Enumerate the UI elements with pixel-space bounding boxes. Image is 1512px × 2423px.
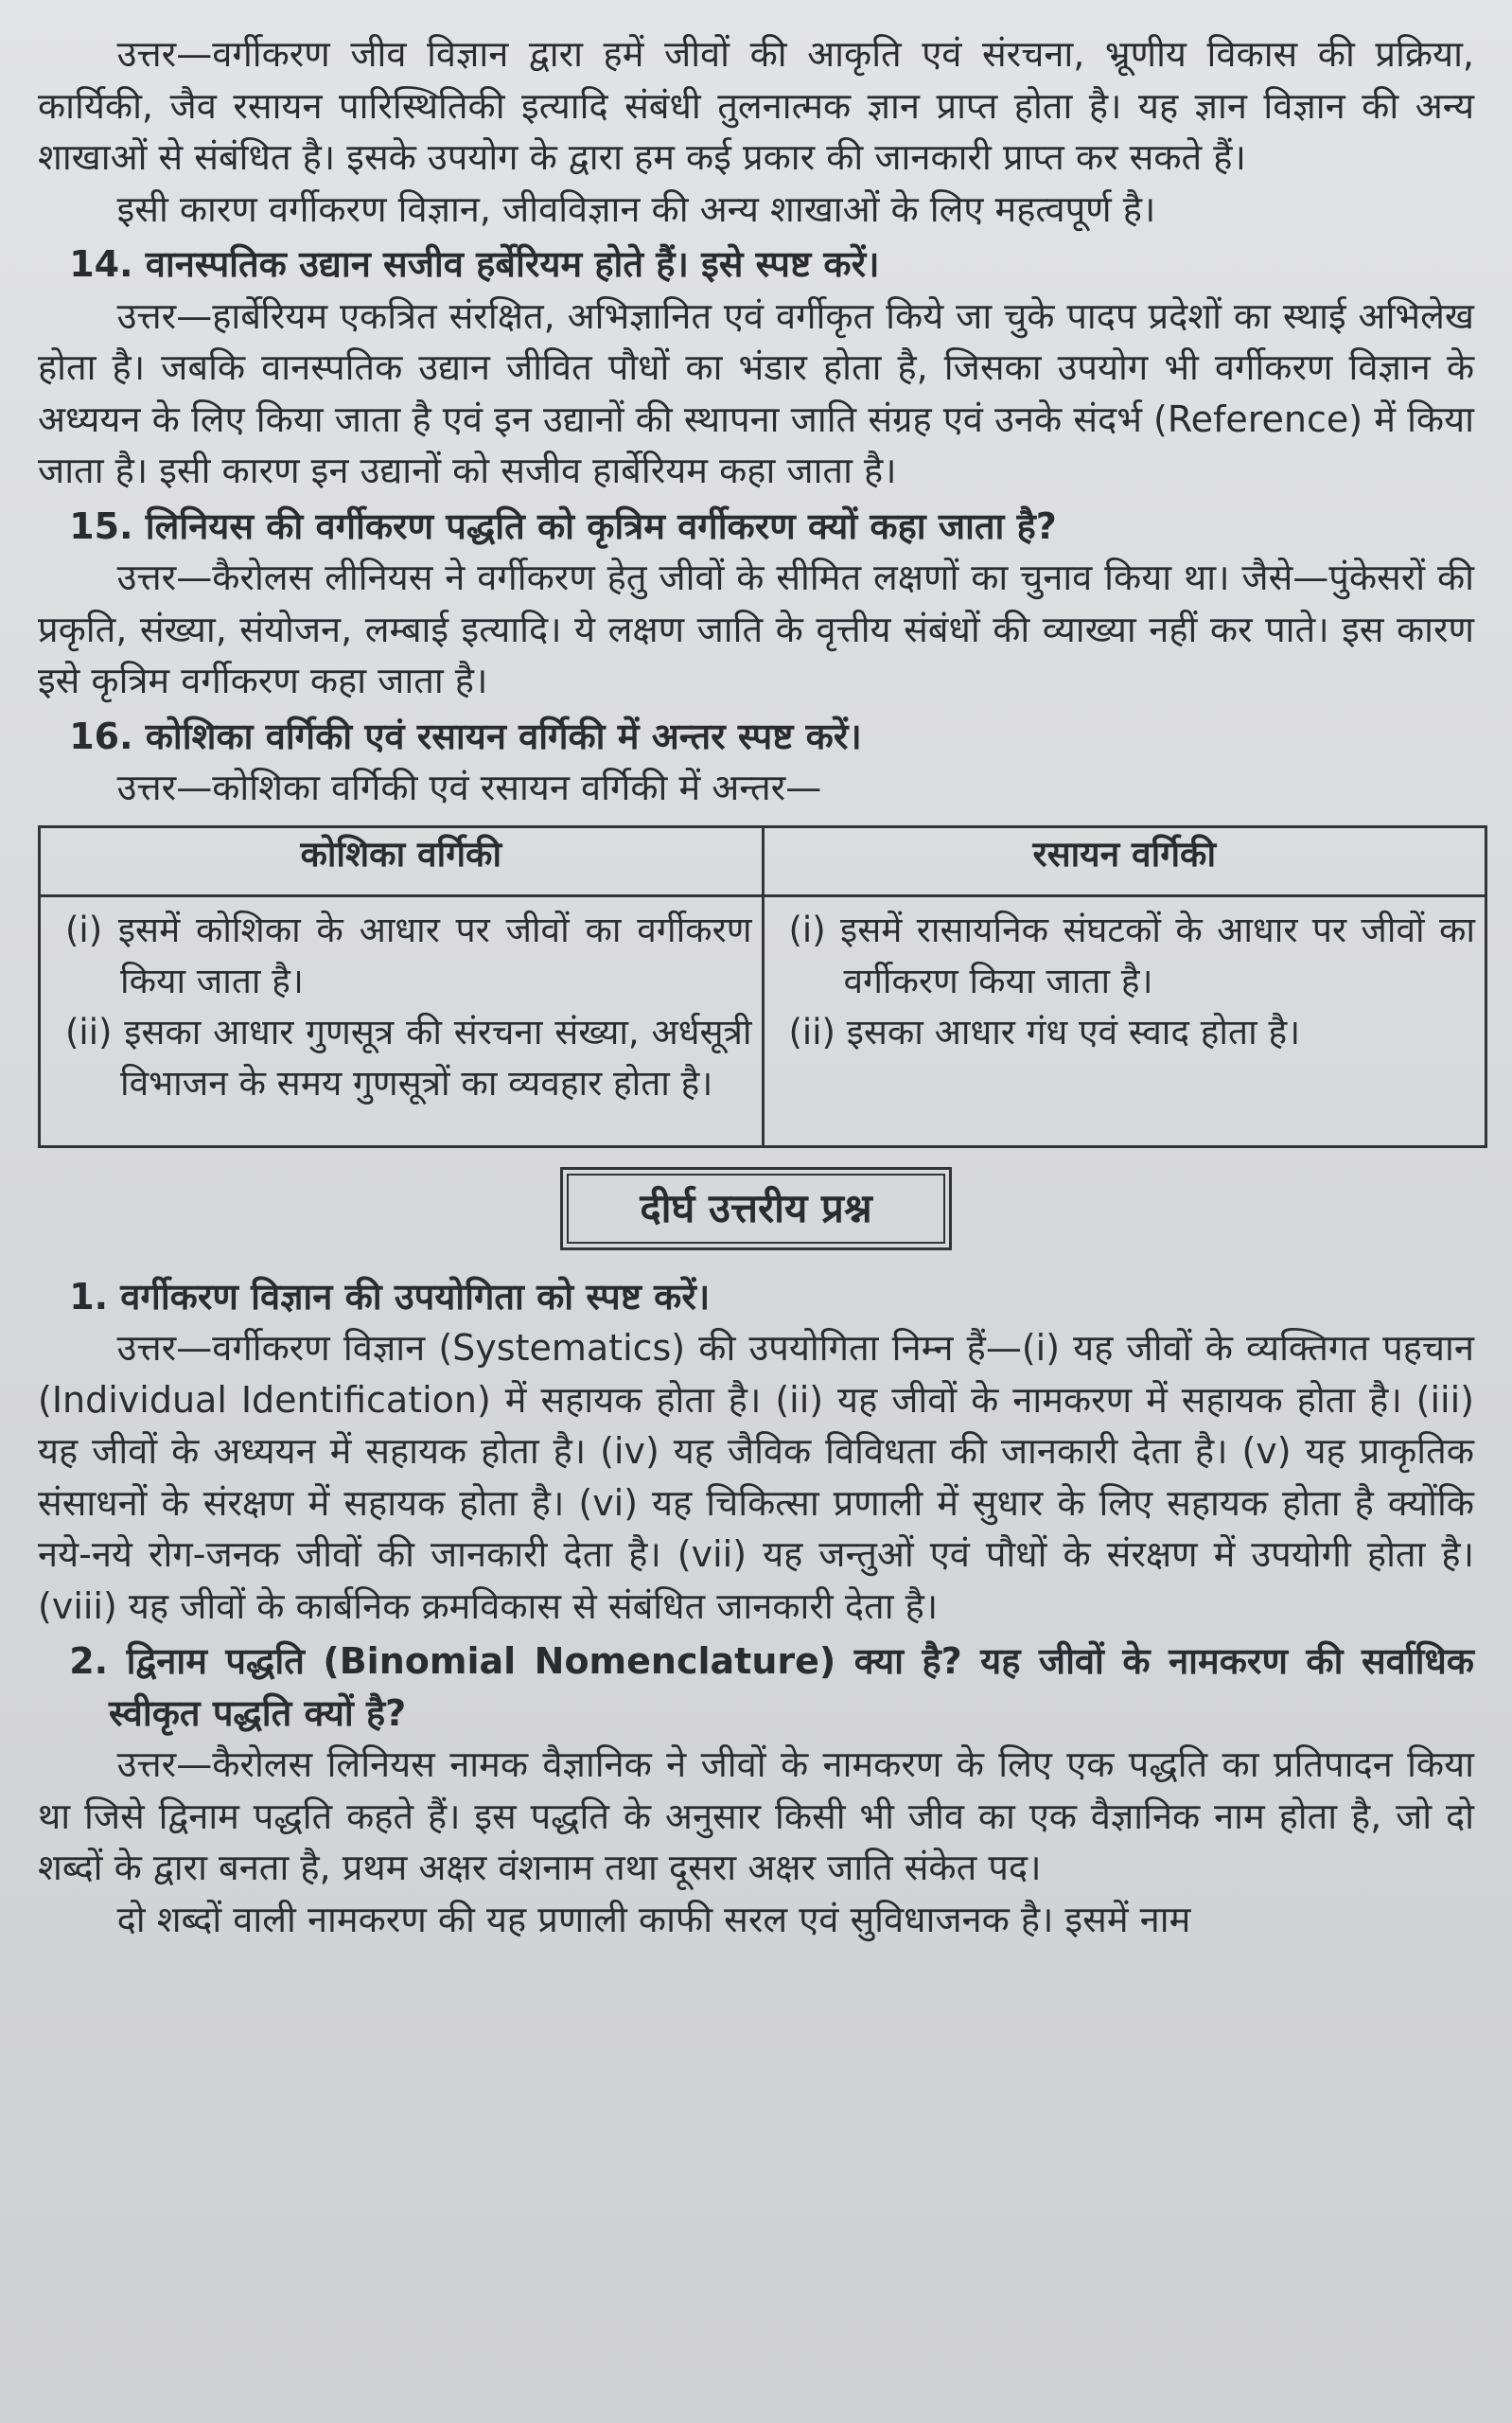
comparison-table bbox=[38, 825, 1487, 1148]
list-item: (ii) इसका आधार गंध एवं स्वाद होता है। bbox=[788, 1011, 1301, 1052]
question-15: 15. लिनियस की वर्गीकरण पद्धति को कृत्रिम वर्गीकरण क्यों कहा जाता है? bbox=[69, 504, 1057, 547]
section-heading: दीर्घ उत्तरीय प्रश्न bbox=[567, 1174, 945, 1244]
answer-13-conclusion: इसी कारण वर्गीकरण विज्ञान, जीवविज्ञान की अन्य शाखाओं के लिए महत्वपूर्ण है। bbox=[116, 187, 1156, 230]
question-16: 16. कोशिका वर्गिकी एवं रसायन वर्गिकी में अन्तर स्पष्ट करें। bbox=[69, 715, 862, 757]
table-header-chemotaxonomy: रसायन वर्गिकी bbox=[763, 826, 1486, 895]
question-14: 14. वानस्पतिक उद्यान सजीव हर्बेरियम होते हैं। इसे स्पष्ट करें। bbox=[69, 243, 880, 285]
table-cell-chemotaxonomy bbox=[763, 895, 1486, 1146]
section-heading-box bbox=[560, 1167, 952, 1250]
table-row bbox=[40, 895, 1486, 1146]
table-cell-cytotaxonomy bbox=[40, 895, 764, 1146]
long-answer-2: उत्तर—कैरोलस लिनियस नामक वैज्ञानिक ने जीवों के नामकरण के लिए एक पद्धति का प्रतिपादन किया था जिसे द्विनाम पद्धति कहते हैं। इस पद्धति के अनुसार किसी भी जीव का एक वैज्ञानिक नाम होता है, जो दो शब्दों के द्वारा बनता है, प्रथम अक्षर वंशनाम तथा दूसरा अक्षर जाति संकेत पद। bbox=[38, 1743, 1474, 1888]
long-question-2: 2. द्विनाम पद्धति (Binomial Nomenclature) क्या है? यह जीवों के नामकरण की सर्वाधिक स्वीकृत पद्धति क्यों है? bbox=[69, 1640, 1474, 1734]
answer-16-intro: उत्तर—कोशिका वर्गिकी एवं रसायन वर्गिकी में अन्तर— bbox=[116, 767, 822, 808]
answer-13-paragraph: उत्तर—वर्गीकरण जीव विज्ञान द्वारा हमें जीवों की आकृति एवं संरचना, भ्रूणीय विकास की प्रक्रिया, कार्यिकी, जैव रसायन पारिस्थितिकी इत्यादि संबंधी तुलनात्मक ज्ञान प्राप्त होता है। यह ज्ञान विज्ञान की अन्य शाखाओं से संबंधित है। इसके उपयोग के द्वारा हम कई प्रकार की जानकारी प्राप्त कर सकते हैं। bbox=[38, 33, 1474, 178]
list-item: (i) इसमें कोशिका के आधार पर जीवों का वर्गीकरण किया जाता है। bbox=[65, 909, 752, 1001]
answer-14: उत्तर—हार्बेरियम एकत्रित संरक्षित, अभिज्ञानित एवं वर्गीकृत किये जा चुके पादप प्रदेशों का स्थाई अभिलेख होता है। जबकि वानस्पतिक उद्यान जीवित पौधों का भंडार होता है, जिसका उपयोग भी वर्गीकरण विज्ञान के अध्ययन के लिए किया जाता है एवं इन उद्यानों की स्थापना जाति संग्रह एवं उनके संदर्भ (Reference) में किया जाता है। इसी कारण इन उद्यानों को सजीव हार्बेरियम कहा जाता है। bbox=[38, 294, 1474, 491]
long-answer-2-continued: दो शब्दों वाली नामकरण की यह प्रणाली काफी सरल एवं सुविधाजनक है। इसमें नाम bbox=[116, 1898, 1191, 1940]
table-header-row bbox=[40, 826, 1486, 895]
answer-15: उत्तर—कैरोलस लीनियस ने वर्गीकरण हेतु जीवों के सीमित लक्षणों का चुनाव किया था। जैसे—पुंकेसरों की प्रकृति, संख्या, संयोजन, लम्बाई इत्यादि। ये लक्षण जाति के वृत्तीय संबंधों की व्याख्या नहीं कर पाते। इस कारण इसे कृत्रिम वर्गीकरण कहा जाता है। bbox=[38, 557, 1474, 701]
list-item: (ii) इसका आधार गुणसूत्र की संरचना संख्या, अर्धसूत्री विभाजन के समय गुणसूत्रों का व्यवहार होता है। bbox=[65, 1011, 752, 1104]
table-header-cytotaxonomy: कोशिका वर्गिकी bbox=[40, 826, 764, 895]
long-question-1: 1. वर्गीकरण विज्ञान की उपयोगिता को स्पष्ट करें। bbox=[69, 1275, 711, 1318]
long-answer-1: उत्तर—वर्गीकरण विज्ञान (Systematics) की उपयोगिता निम्न हैं—(i) यह जीवों के व्यक्तिगत पहचान (Individual Identification) में सहायक होता है। (ii) यह जीवों के नामकरण में सहायक होता है। (iii) यह जीवों के अध्ययन में सहायक होता है। (iv) यह जैविक विविधता की जानकारी देता है। (v) यह प्राकृतिक संसाधनों के संरक्षण में सहायक होता है। (vi) यह चिकित्सा प्रणाली में सुधार के लिए सहायक होता है क्योंकि नये-नये रोग-जनक जीवों की जानकारी देता है। (vii) यह जन्तुओं एवं पौधों के संरक्षण में उपयोगी होता है। (viii) यह जीवों के कार्बनिक क्रमविकास से संबंधित जानकारी देता है। bbox=[38, 1327, 1474, 1627]
list-item: (i) इसमें रासायनिक संघटकों के आधार पर जीवों का वर्गीकरण किया जाता है। bbox=[788, 909, 1475, 1001]
